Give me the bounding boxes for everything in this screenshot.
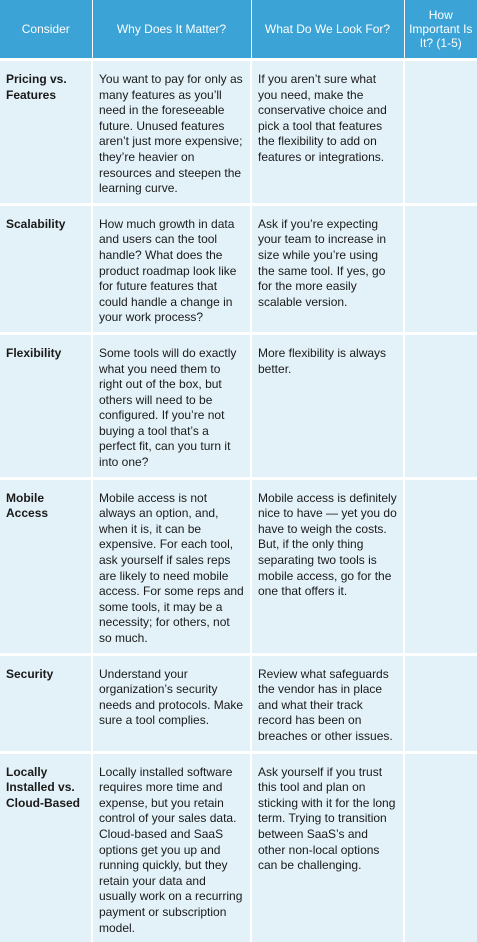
why-cell: Locally installed software requires more time and expense, but you retain control of your sales data. Cloud-based and SaaS options get you up and running quickly, but they retain your data and usually work on a recurring payment or subscription model. [92, 752, 251, 942]
header-why: Why Does It Matter? [92, 0, 251, 60]
consider-cell: Scalability [0, 204, 92, 333]
importance-cell[interactable] [404, 752, 477, 942]
what-cell: More flexibility is always better. [251, 333, 404, 478]
what-cell: Mobile access is definitely nice to have — yet you do have to weigh the costs. But, if the only thing separating two tools is mobile access, go for the one that offers it. [251, 478, 404, 654]
importance-cell[interactable] [404, 478, 477, 654]
importance-cell[interactable] [404, 60, 477, 205]
table-row [0, 204, 477, 333]
table-row [0, 752, 477, 942]
table-row [0, 478, 477, 654]
header-consider: Consider [0, 0, 92, 60]
table-row [0, 333, 477, 478]
why-cell: How much growth in data and users can the tool handle? What does the product roadmap look like for future features that could handle a change in your work process? [92, 204, 251, 333]
what-cell: If you aren’t sure what you need, make the conservative choice and pick a tool that features the flexibility to add on features or integrations. [251, 60, 404, 205]
why-cell: Understand your organization’s security needs and protocols. Make sure a tool complies. [92, 654, 251, 752]
table-row [0, 654, 477, 752]
why-cell: Mobile access is not always an option, and, when it is, it can be expensive. For each tool, ask yourself if sales reps are likely to need mobile access. For some reps and some tools, it may be a necessity; for others, not so much. [92, 478, 251, 654]
importance-cell[interactable] [404, 654, 477, 752]
consider-cell: Locally Installed vs. Cloud-Based [0, 752, 92, 942]
header-importance: How Important Is It? (1-5) [404, 0, 477, 60]
header-what: What Do We Look For? [251, 0, 404, 60]
consider-cell: Security [0, 654, 92, 752]
header-row [0, 0, 477, 60]
importance-cell[interactable] [404, 333, 477, 478]
table-row [0, 60, 477, 205]
consider-cell: Flexibility [0, 333, 92, 478]
why-cell: You want to pay for only as many features as you’ll need in the foreseeable future. Unused features aren’t just more expensive; they’re heavier on resources and steepen the learning curve. [92, 60, 251, 205]
what-cell: Ask yourself if you trust this tool and plan on sticking with it for the long term. Trying to transition between SaaS’s and other non-local options can be challenging. [251, 752, 404, 942]
importance-cell[interactable] [404, 204, 477, 333]
why-cell: Some tools will do exactly what you need them to right out of the box, but others will need to be configured. If you’re not buying a tool that’s a perfect fit, can you turn it into one? [92, 333, 251, 478]
what-cell: Ask if you’re expecting your team to increase in size while you’re using the same tool. If yes, go for the more easily scalable version. [251, 204, 404, 333]
consider-cell: Pricing vs. Features [0, 60, 92, 205]
consider-cell: Mobile Access [0, 478, 92, 654]
what-cell: Review what safeguards the vendor has in place and what their track record has been on breaches or other issues. [251, 654, 404, 752]
